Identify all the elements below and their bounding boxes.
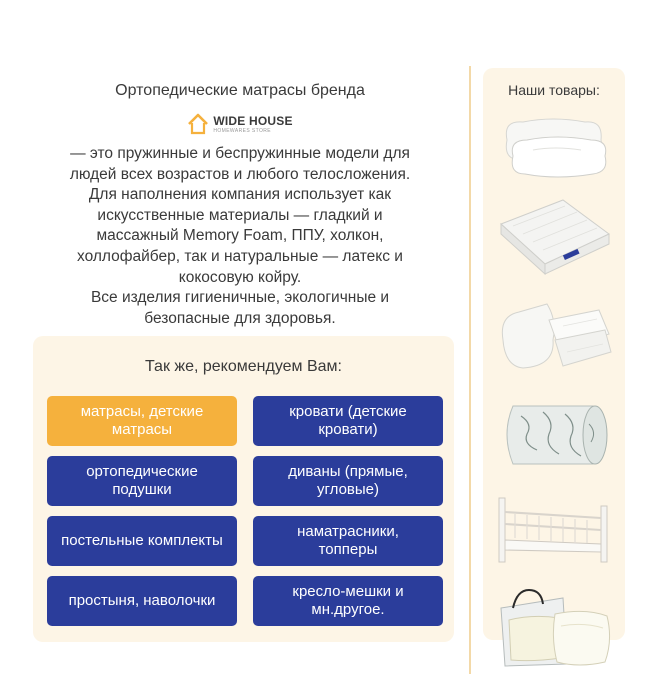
brand-logo — [30, 110, 450, 138]
intro-line: Для наполнения компания использует как — [88, 186, 392, 204]
products-title: Наши товары: — [508, 82, 600, 98]
intro-line: массажный Memory Foam, ППУ, холкон, — [96, 227, 384, 245]
category-button-bedding[interactable]: постельные комплекты — [47, 516, 237, 566]
intro-line: холлофайбер, так и натуральные — латекс и — [77, 247, 403, 265]
products-panel — [483, 68, 625, 640]
category-button-toppers[interactable]: наматрасники, топперы — [253, 516, 443, 566]
recommendations-panel — [33, 336, 454, 642]
house-logo-icon — [187, 112, 209, 136]
category-button-beds[interactable]: кровати (детские кровати) — [253, 396, 443, 446]
brand-intro — [30, 80, 450, 329]
intro-line: безопасные для здоровья. — [144, 309, 336, 327]
vertical-divider — [469, 66, 471, 674]
logo-tagline: HOMEWARES STORE — [213, 127, 272, 134]
intro-line: искусственные материалы — гладкий и — [97, 206, 383, 224]
category-button-sofas[interactable]: диваны (прямые, угловые) — [253, 456, 443, 506]
pillows-image[interactable] — [493, 110, 615, 180]
category-button-beanbags[interactable]: кресло-мешки и мн.другое. — [253, 576, 443, 626]
intro-line: кокосовую койру. — [178, 268, 302, 286]
intro-line: — это пружинные и беспружинные модели для — [70, 145, 410, 162]
kids-bed-image[interactable] — [493, 488, 615, 568]
intro-line: Все изделия гигиеничные, экологичные и — [90, 289, 390, 307]
category-button-mattresses[interactable]: матрасы, детские матрасы — [47, 396, 237, 446]
category-button-sheets[interactable]: простыня, наволочки — [47, 576, 237, 626]
recommendations-grid — [47, 396, 443, 626]
intro-title: Ортопедические матрасы бренда — [115, 82, 365, 99]
rolled-mattress-image[interactable] — [493, 394, 615, 474]
mattress-image[interactable] — [493, 194, 615, 276]
intro-description — [30, 144, 450, 329]
bedding-set-image[interactable] — [493, 290, 615, 374]
intro-line: людей всех возрастов и любого телосложения. — [69, 165, 411, 183]
recommendations-title: Так же, рекомендуем Вам: — [144, 358, 342, 375]
category-button-pillows[interactable]: ортопедические подушки — [47, 456, 237, 506]
logo-name: WIDE HOUSE — [213, 113, 293, 128]
packaged-pillow-image[interactable] — [493, 578, 615, 670]
